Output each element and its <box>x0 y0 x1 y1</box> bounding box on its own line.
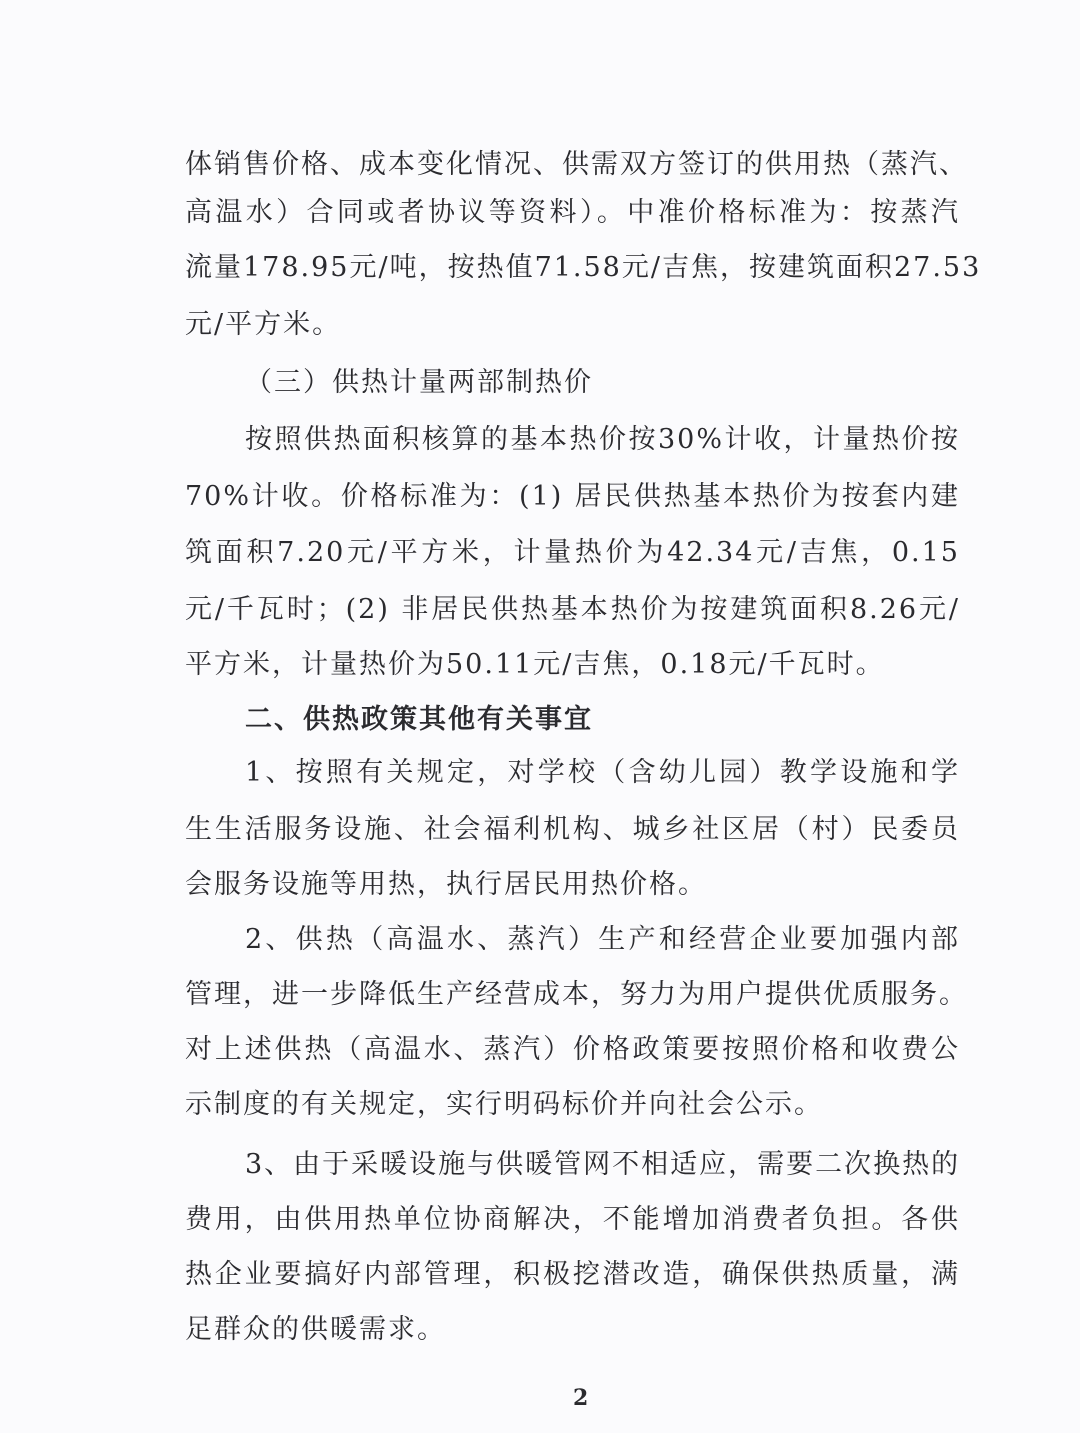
text-line: 2、供热（高温水、蒸汽）生产和经营企业要加强内部 <box>245 924 960 955</box>
text-line: 费用，由供用热单位协商解决，不能增加消费者负担。各供 <box>185 1204 960 1235</box>
page-number: 2 <box>573 1385 589 1411</box>
text-line: 足群众的供暖需求。 <box>185 1314 446 1345</box>
text-line: 筑面积7.20元/平方米，计量热价为42.34元/吉焦，0.15 <box>185 537 960 568</box>
text-line: 流量178.95元/吨，按热值71.58元/吉焦，按建筑面积27.53 <box>185 252 982 283</box>
text-line: 高温水）合同或者协议等资料）。中准价格标准为：按蒸汽 <box>185 197 960 228</box>
text-line: 生生活服务设施、社会福利机构、城乡社区居（村）民委员 <box>185 814 960 845</box>
text-line: 对上述供热（高温水、蒸汽）价格政策要按照价格和收费公 <box>185 1034 960 1065</box>
text-line: 按照供热面积核算的基本热价按30%计收，计量热价按 <box>245 424 960 455</box>
text-line: 平方米，计量热价为50.11元/吉焦，0.18元/千瓦时。 <box>185 649 885 680</box>
text-line: 70%计收。价格标准为：(1) 居民供热基本热价为按套内建 <box>185 481 960 512</box>
text-line: 3、由于采暖设施与供暖管网不相适应，需要二次换热的 <box>245 1149 961 1180</box>
text-line: 热企业要搞好内部管理，积极挖潜改造，确保供热质量，满 <box>185 1259 960 1290</box>
section-heading: 二、供热政策其他有关事宜 <box>245 704 593 735</box>
text-line: 管理，进一步降低生产经营成本，努力为用户提供优质服务。 <box>185 979 968 1010</box>
text-line: 1、按照有关规定，对学校（含幼儿园）教学设施和学 <box>245 757 960 788</box>
text-line: 体销售价格、成本变化情况、供需双方签订的供用热（蒸汽、 <box>185 149 968 180</box>
text-line: 元/平方米。 <box>185 309 342 340</box>
text-line: 元/千瓦时；(2) 非居民供热基本热价为按建筑面积8.26元/ <box>185 594 960 625</box>
text-line: 会服务设施等用热，执行居民用热价格。 <box>185 869 707 900</box>
text-line: 示制度的有关规定，实行明码标价并向社会公示。 <box>185 1089 823 1120</box>
section-heading: （三）供热计量两部制热价 <box>245 367 593 398</box>
